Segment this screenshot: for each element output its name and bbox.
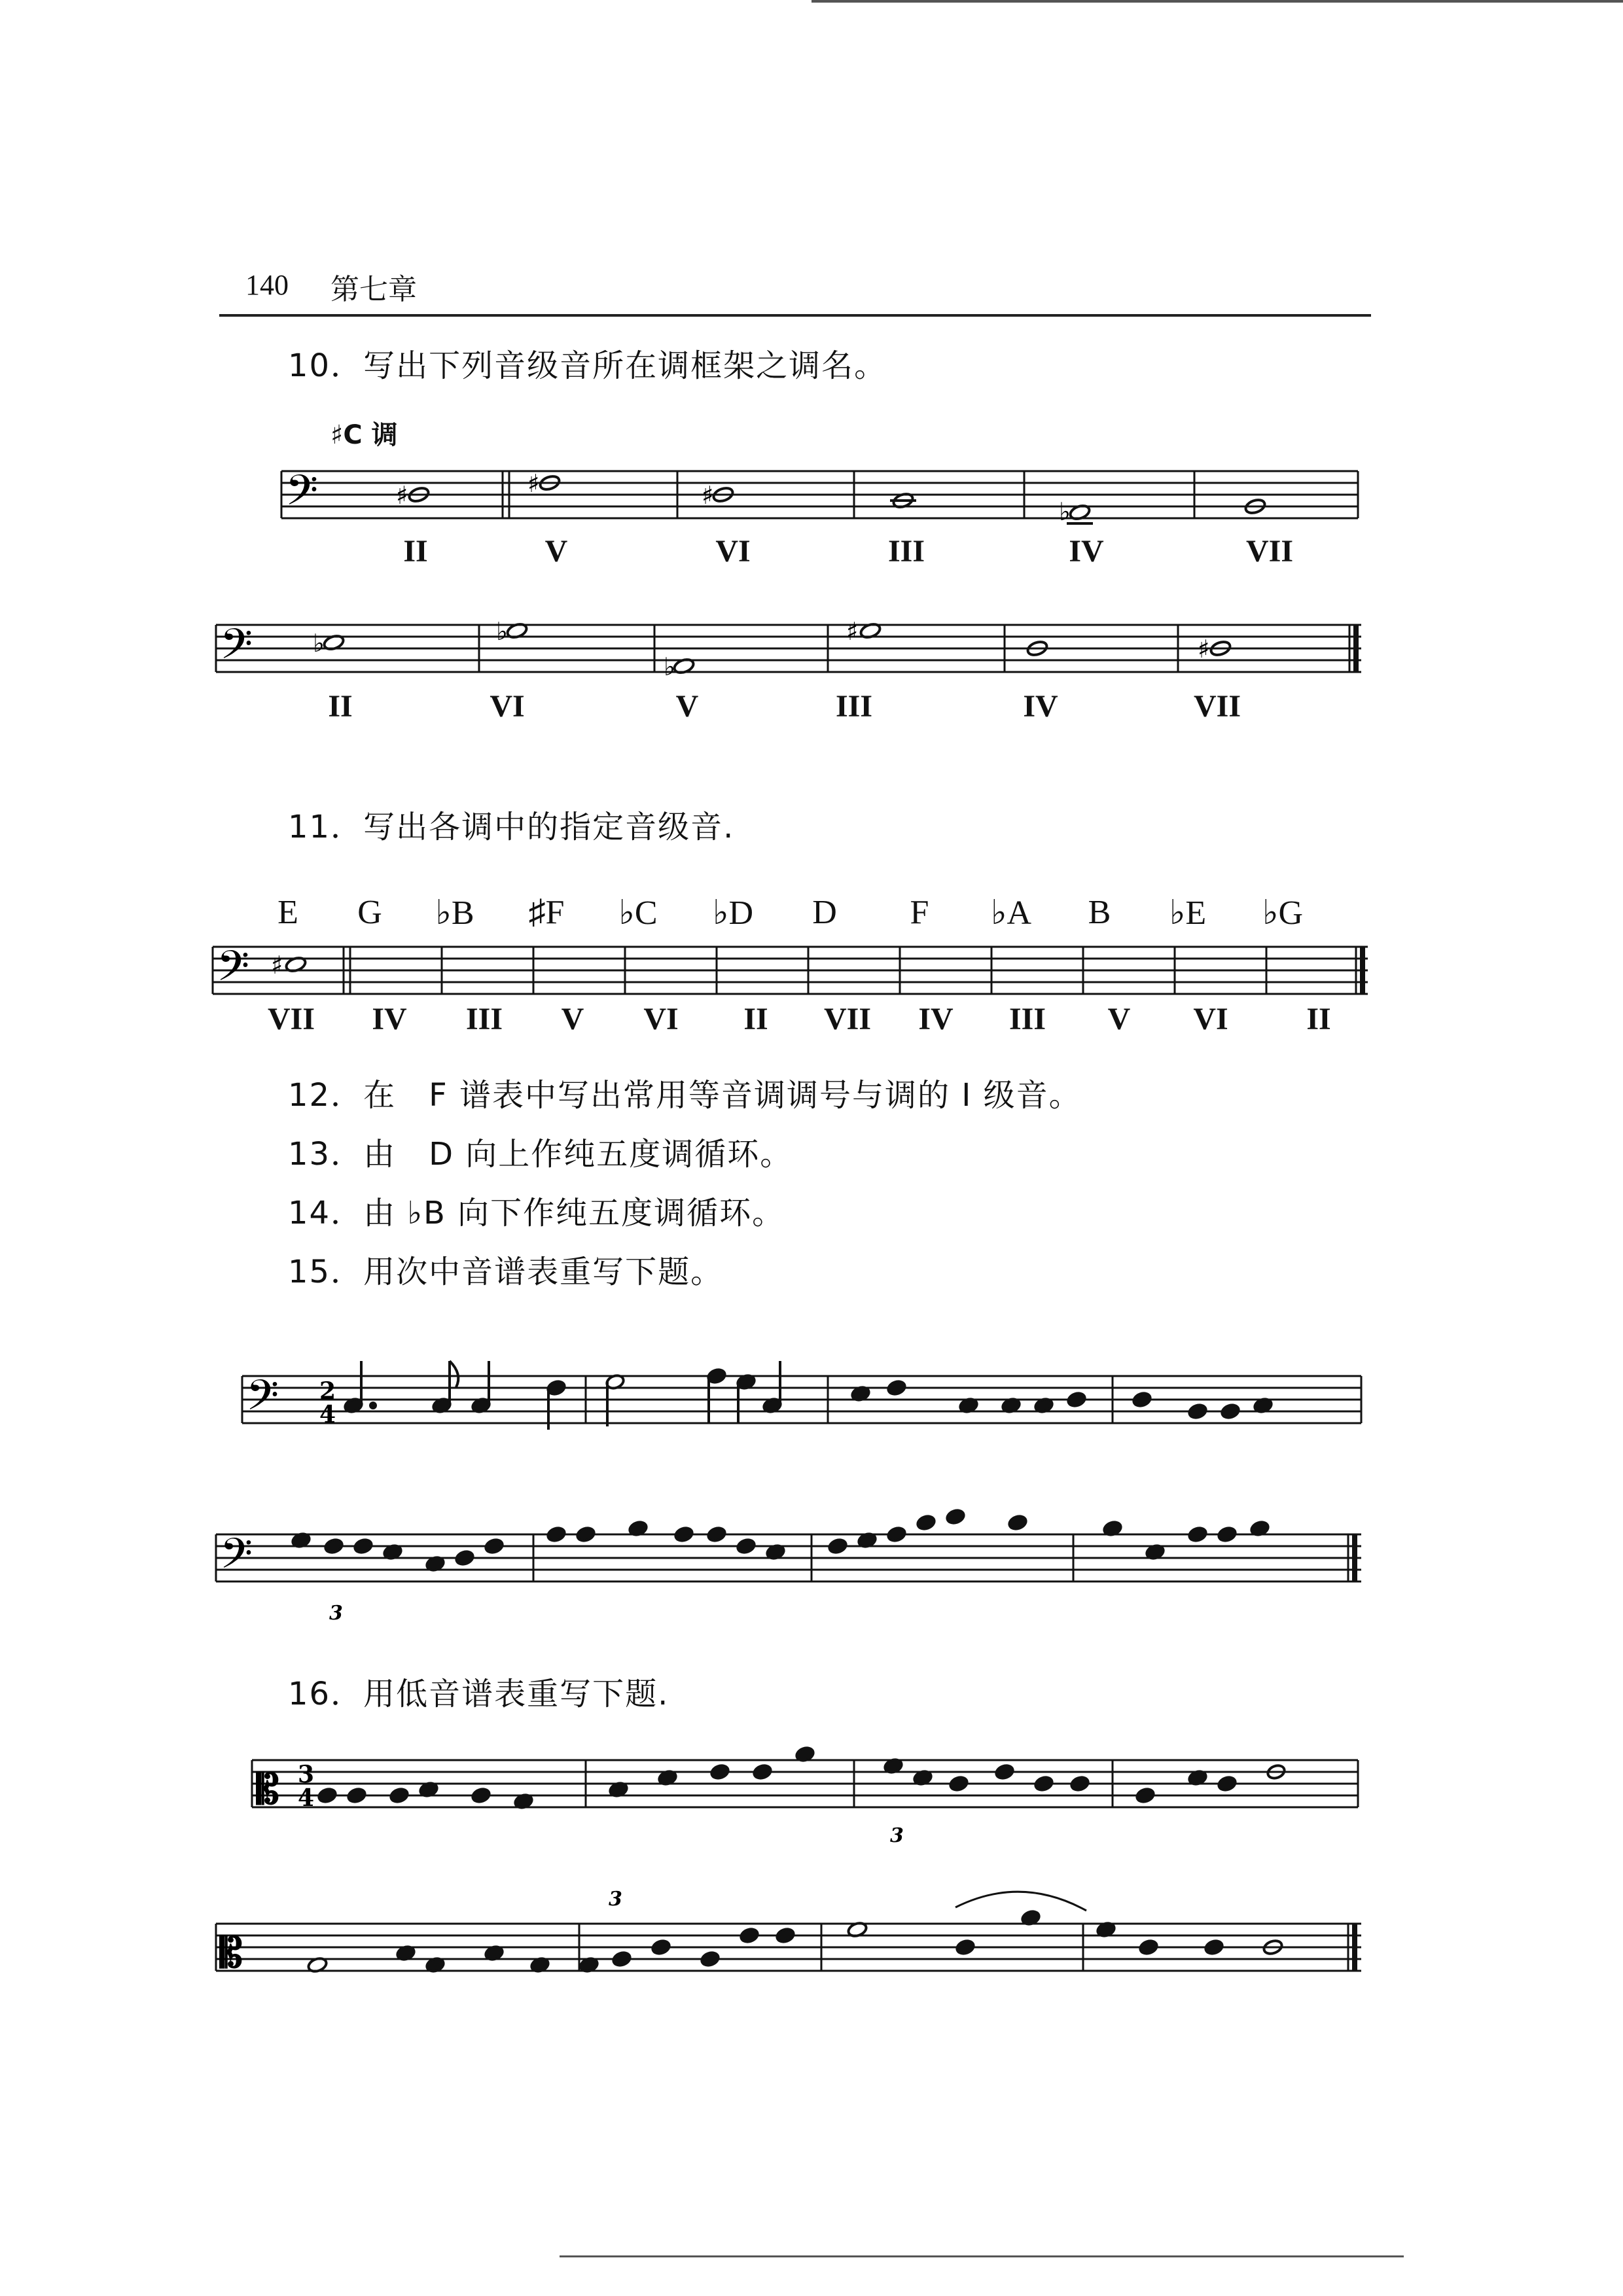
degree-label: IV — [918, 1002, 954, 1036]
key-name: ♯F — [528, 894, 565, 931]
degree-label: III — [887, 534, 925, 569]
degree-label: V — [561, 1002, 584, 1036]
svg-text:♯: ♯ — [271, 951, 283, 980]
svg-text:𝄢: 𝄢 — [220, 1530, 253, 1589]
svg-text:♯: ♯ — [702, 481, 714, 510]
svg-text:𝄡: 𝄡 — [257, 1765, 279, 1813]
svg-text:♭: ♭ — [496, 617, 508, 646]
degree-label: VI — [490, 689, 525, 724]
degree-label: II — [743, 1002, 768, 1036]
key-name: E — [277, 894, 298, 931]
degree-label: V — [675, 689, 699, 724]
tuplet-number: 3 — [329, 1602, 343, 1625]
svg-text:𝄢: 𝄢 — [217, 942, 250, 1001]
degree-label: VI — [1193, 1002, 1228, 1036]
exercise-15-title: 15．用次中音谱表重写下题。 — [288, 1254, 724, 1290]
svg-text:♯: ♯ — [1198, 635, 1210, 663]
key-name: ♭B — [435, 894, 474, 932]
exercise-14-text: 14．由 ♭B 向下作纯五度调循环。 — [288, 1195, 785, 1231]
key-name: ♭E — [1169, 894, 1207, 932]
svg-text:𝄢: 𝄢 — [285, 467, 319, 525]
svg-text:♯: ♯ — [396, 481, 408, 510]
degree-label: III — [1008, 1002, 1046, 1036]
chapter-title: 第七章 — [330, 273, 417, 306]
degree-label: VII — [1245, 534, 1294, 569]
exercise-16-title: 16．用低音谱表重写下题. — [288, 1676, 669, 1712]
degree-label: VI — [643, 1002, 679, 1036]
degree-label: VII — [267, 1002, 315, 1036]
bottom-rule — [560, 2255, 1404, 2257]
degree-label: VI — [715, 534, 751, 569]
exercise-10-key-tag: ♯C 调 — [330, 420, 398, 450]
tuplet-number: 3 — [609, 1888, 622, 1911]
key-name: G — [357, 894, 382, 931]
key-name: D — [812, 894, 837, 931]
key-name: ♭C — [618, 894, 658, 932]
svg-text:𝄢: 𝄢 — [246, 1371, 279, 1430]
degree-label: V — [1107, 1002, 1131, 1036]
degree-label: IV — [1069, 534, 1104, 569]
key-name: ♭A — [990, 894, 1032, 932]
svg-text:♯: ♯ — [527, 469, 540, 498]
key-name: B — [1088, 894, 1111, 931]
key-name: ♭D — [712, 894, 754, 932]
exercise-11-title: 11．写出各调中的指定音级音. — [288, 809, 735, 845]
svg-text:𝄢: 𝄢 — [220, 620, 253, 679]
svg-text:♯: ♯ — [846, 617, 859, 646]
key-name: F — [910, 894, 929, 931]
svg-text:♭: ♭ — [664, 652, 675, 681]
key-name: ♭G — [1262, 894, 1304, 932]
degree-label: IV — [372, 1002, 407, 1036]
svg-text:♭: ♭ — [1059, 497, 1071, 526]
time-sig-bottom: 4 — [319, 1401, 336, 1428]
degree-label: V — [544, 534, 568, 569]
degree-label: II — [403, 534, 428, 569]
time-sig-top: 2 — [319, 1377, 336, 1405]
exercise-10-title: 10．写出下列音级音所在调框架之调名。 — [288, 347, 887, 384]
svg-text:♭: ♭ — [313, 629, 325, 658]
tuplet-number: 3 — [890, 1824, 904, 1847]
svg-text:𝄡: 𝄡 — [220, 1929, 243, 1977]
page-number: 140 — [245, 269, 289, 301]
degree-label: IV — [1023, 689, 1058, 724]
time-sig-top: 3 — [298, 1761, 315, 1788]
degree-label: II — [328, 689, 353, 724]
degree-label: II — [1306, 1002, 1331, 1036]
time-sig-bottom: 4 — [298, 1784, 315, 1812]
exercise-13-text: 13．由 D 向上作纯五度调循环。 — [288, 1136, 793, 1173]
degree-label: VII — [1193, 689, 1241, 724]
exercise-12-text: 12．在 F 谱表中写出常用等音调调号与调的 I 级音。 — [288, 1077, 1082, 1114]
degree-label: III — [835, 689, 873, 724]
degree-label: VII — [823, 1002, 872, 1036]
degree-label: III — [465, 1002, 503, 1036]
